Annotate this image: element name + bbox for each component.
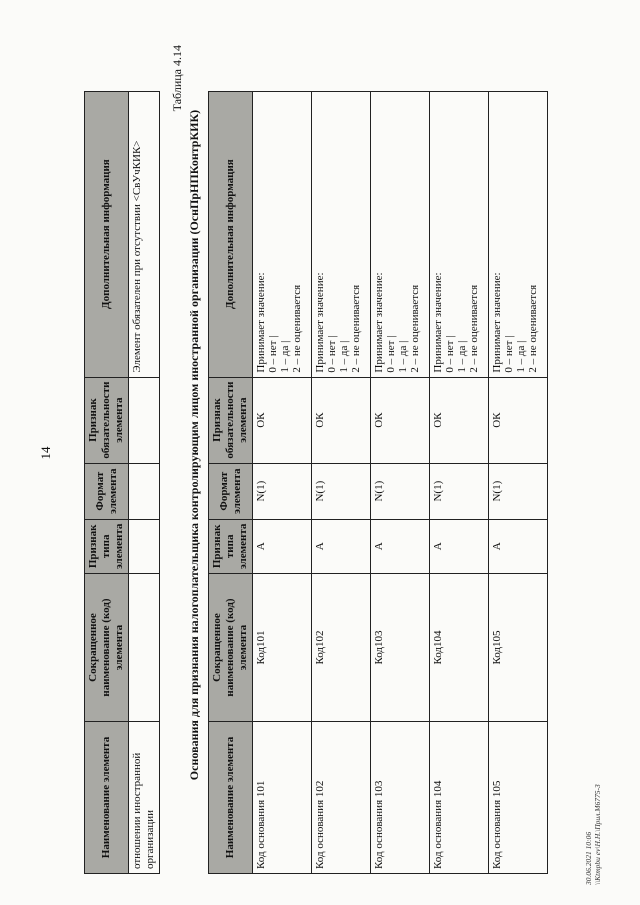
cell-required: ОК (430, 377, 489, 463)
cell-code: Код102 (312, 574, 371, 722)
cell-required: ОК (371, 377, 430, 463)
header-info: Дополнительная информация (209, 91, 253, 377)
cell-format: N(1) (312, 463, 371, 519)
table-title: Основания для признания налогоплательщика контролирующим лицом иностранной организации (ОснПрНПКонтрКИК) (187, 109, 201, 781)
cell-type: А (489, 519, 548, 573)
info-line: 2 – не оценивается (409, 284, 421, 373)
info-line: 1 – да | (456, 340, 468, 373)
cell-required: ОК (253, 377, 312, 463)
header-type: Признак типа элемента (209, 519, 253, 573)
cell-code: Код105 (489, 574, 548, 722)
cell-name: Код основания 102 (312, 722, 371, 874)
info-line: 1 – да | (338, 340, 350, 373)
info-line: 0 – нет | (326, 335, 338, 373)
page-number: 14 (38, 446, 53, 460)
cell-required (129, 377, 160, 463)
cell-type: А (430, 519, 489, 573)
header-code: Сокращенное наименование (код) элемента (209, 574, 253, 722)
header-code: Сокращенное наименование (код) элемента (85, 574, 129, 722)
header-info: Дополнительная информация (85, 91, 129, 377)
cell-required: ОК (489, 377, 548, 463)
header-format: Формат элемента (85, 463, 129, 519)
cell-info (430, 91, 489, 377)
info-line: Принимает значение: (432, 272, 444, 373)
info-line: 2 – не оценивается (350, 284, 362, 373)
cell-format: N(1) (489, 463, 548, 519)
info-line: 1 – да | (279, 340, 291, 373)
header-type: Признак типа элемента (85, 519, 129, 573)
info-line: 0 – нет | (267, 335, 279, 373)
info-line: Принимает значение: (373, 272, 385, 373)
info-line: Принимает значение: (491, 272, 503, 373)
cell-format (129, 463, 160, 519)
info-line: 2 – не оценивается (527, 284, 539, 373)
info-line: 0 – нет | (444, 335, 456, 373)
top-table (84, 91, 160, 874)
header-required: Признак обязательности элемента (85, 377, 129, 463)
cell-name: отношении иностранной организации (129, 722, 160, 874)
info-line: 0 – нет | (503, 335, 515, 373)
main-table-body (253, 91, 548, 873)
cell-required: ОК (312, 377, 371, 463)
info-line: Принимает значение: (255, 272, 267, 373)
header-format: Формат элемента (209, 463, 253, 519)
cell-code: Код101 (253, 574, 312, 722)
cell-name: Код основания 103 (371, 722, 430, 874)
footer-line: \\Ktmpbu ev\Н.Н.\Прил.М6775-3 (593, 784, 602, 885)
table-row (253, 91, 312, 873)
cell-code: Код103 (371, 574, 430, 722)
info-line: 1 – да | (515, 340, 527, 373)
cell-type (129, 519, 160, 573)
info-line: 2 – не оценивается (468, 284, 480, 373)
cell-info: Элемент обязателен при отсутствии <СвУчКИК> (129, 91, 160, 377)
cell-name: Код основания 104 (430, 722, 489, 874)
table-row (371, 91, 430, 873)
cell-info (312, 91, 371, 377)
cell-format: N(1) (253, 463, 312, 519)
table-row (489, 91, 548, 873)
main-table-header-row (209, 91, 253, 873)
footer-line: 30.06.2021 10:06 (584, 831, 593, 885)
info-line: 1 – да | (397, 340, 409, 373)
cell-type: А (312, 519, 371, 573)
cell-info (489, 91, 548, 377)
table-row (312, 91, 371, 873)
cell-name: Код основания 101 (253, 722, 312, 874)
cell-code (129, 574, 160, 722)
header-required: Признак обязательности элемента (209, 377, 253, 463)
table-row (129, 91, 160, 873)
header-name: Наименование элемента (85, 722, 129, 874)
cell-format: N(1) (430, 463, 489, 519)
cell-info (253, 91, 312, 377)
header-name: Наименование элемента (209, 722, 253, 874)
cell-format: N(1) (371, 463, 430, 519)
top-table-header-row (85, 91, 129, 873)
cell-type: А (371, 519, 430, 573)
cell-info (371, 91, 430, 377)
info-line: Принимает значение: (314, 272, 326, 373)
info-line: 2 – не оценивается (291, 284, 303, 373)
cell-type: А (253, 519, 312, 573)
info-line: 0 – нет | (385, 335, 397, 373)
table-caption: Таблица 4.14 (170, 45, 184, 112)
cell-code: Код104 (430, 574, 489, 722)
table-row (430, 91, 489, 873)
cell-name: Код основания 105 (489, 722, 548, 874)
footer-stamp (584, 784, 602, 885)
main-table (208, 91, 548, 874)
